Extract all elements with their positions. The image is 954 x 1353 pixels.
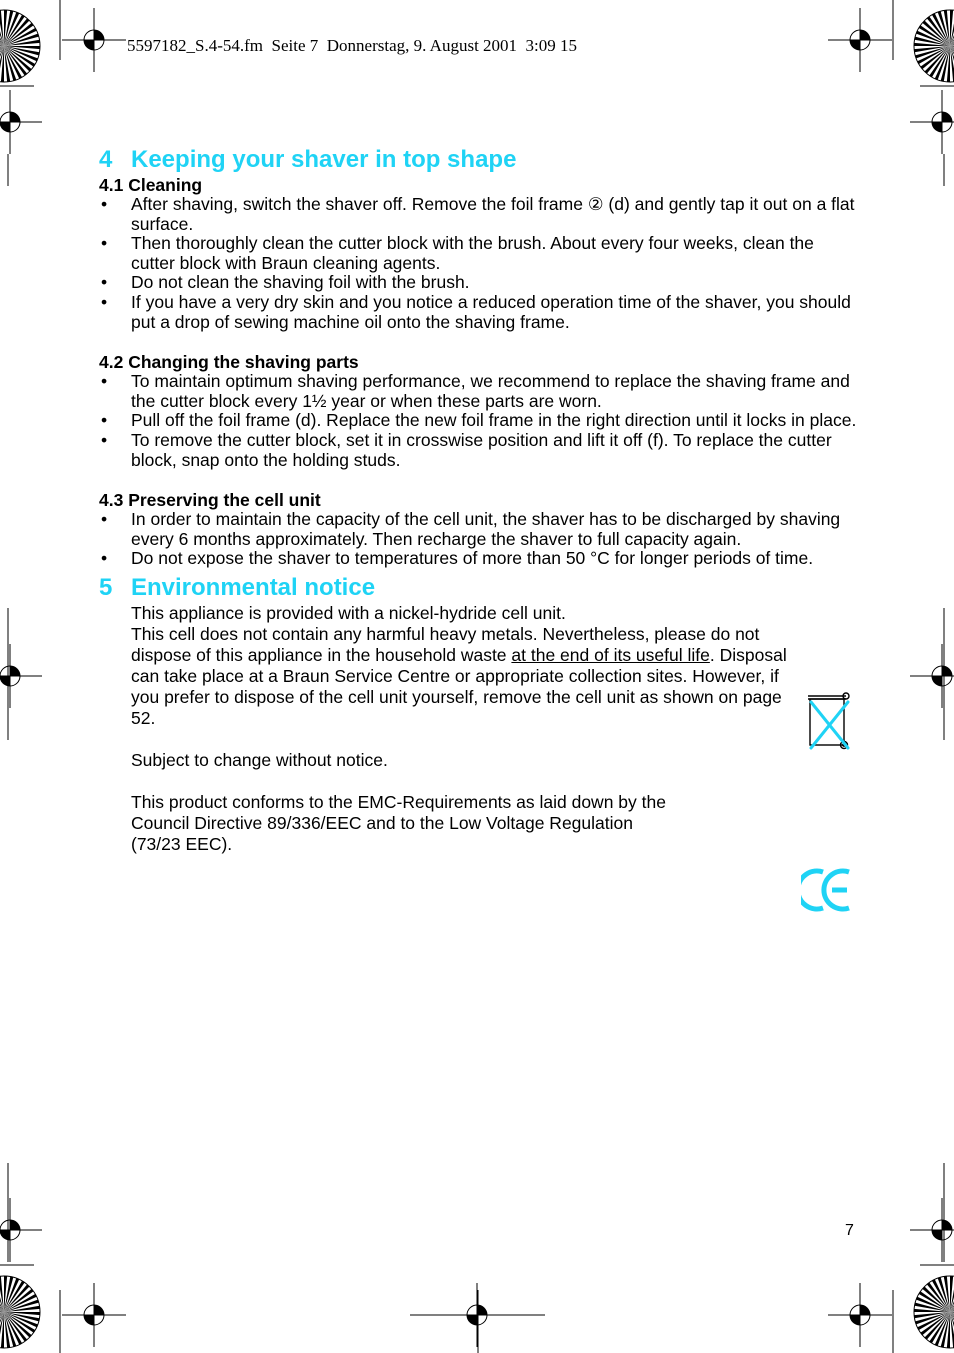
preserving-list <box>99 510 859 569</box>
cleaning-list <box>99 195 859 332</box>
emc-line-1: This product conforms to the EMC-Requirements as laid down by the <box>131 791 666 812</box>
list-item: • To maintain optimum shaving performance, we recommend to replace the shaving frame and the cutter block every 1½ year or when these parts are worn. <box>101 371 850 411</box>
changing-list <box>99 372 859 470</box>
subsection-preserving-heading: 4.3 Preserving the cell unit <box>99 490 321 511</box>
subsection-changing-heading: 4.2 Changing the shaving parts <box>99 352 359 373</box>
list-item: • Pull off the foil frame (d). Replace the new foil frame in the right direction until it locks in place. <box>101 410 857 431</box>
list-item: • Do not clean the shaving foil with the brush. <box>101 272 470 293</box>
section-number: 5 <box>99 573 113 601</box>
env-line-1: This appliance is provided with a nickel-hydride cell unit. <box>131 602 566 623</box>
section-5-heading <box>99 573 859 603</box>
page-content <box>99 145 859 855</box>
list-item: • After shaving, switch the shaver off. Remove the foil frame ② (d) and gently tap it out on a flat surface. <box>101 194 855 234</box>
print-header-line: 5597182_S.4-54.fm Seite 7 Donnerstag, 9. August 2001 3:09 15 <box>127 36 578 55</box>
section-title: Keeping your shaver in top shape <box>131 146 517 173</box>
env-paragraph: This cell does not contain any harmful heavy metals. Nevertheless, please do not dispose of this appliance in the household waste at the end of its useful life. Disposal can take place at a Braun Service Centre or appropriate collection sites. However, if you prefer to dispose of the cell unit yourself, remove the cell unit as shown on page 52. <box>131 623 787 728</box>
list-item: • In order to maintain the capacity of the cell unit, the shaver has to be discharged by shaving every 6 months approximately. Then recharge the shaver to full capacity again. <box>101 509 841 549</box>
emc-line-3: (73/23 EEC). <box>131 833 233 854</box>
list-item: • To remove the cutter block, set it in crosswise position and lift it off (f). To replace the cutter block, snap onto the holding studs. <box>101 429 832 470</box>
list-item: • Do not expose the shaver to temperatures of more than 50 °C for longer periods of time. <box>101 548 814 569</box>
subject-to-change: Subject to change without notice. <box>131 749 388 770</box>
crossed-bin-icon <box>806 690 854 752</box>
section-title: Environmental notice <box>131 573 376 601</box>
list-item: • If you have a very dry skin and you notice a reduced operation time of the shaver, you should put a drop of sewing machine oil onto the shaving frame. <box>101 291 851 332</box>
list-item: • Then thoroughly clean the cutter block with the brush. About every four weeks, clean the cutter block with Braun cleaning agents. <box>101 233 814 273</box>
section-number: 4 <box>99 146 113 173</box>
underlined-phrase: at the end of its useful life <box>511 644 710 665</box>
subsection-cleaning-heading: 4.1 Cleaning <box>99 175 203 195</box>
ce-mark-icon <box>801 868 853 912</box>
section-4-heading <box>99 145 859 175</box>
emc-line-2: Council Directive 89/336/EEC and to the Low Voltage Regulation <box>131 812 633 833</box>
environmental-notice-body <box>99 603 859 855</box>
page-number: 7 <box>845 1222 854 1239</box>
